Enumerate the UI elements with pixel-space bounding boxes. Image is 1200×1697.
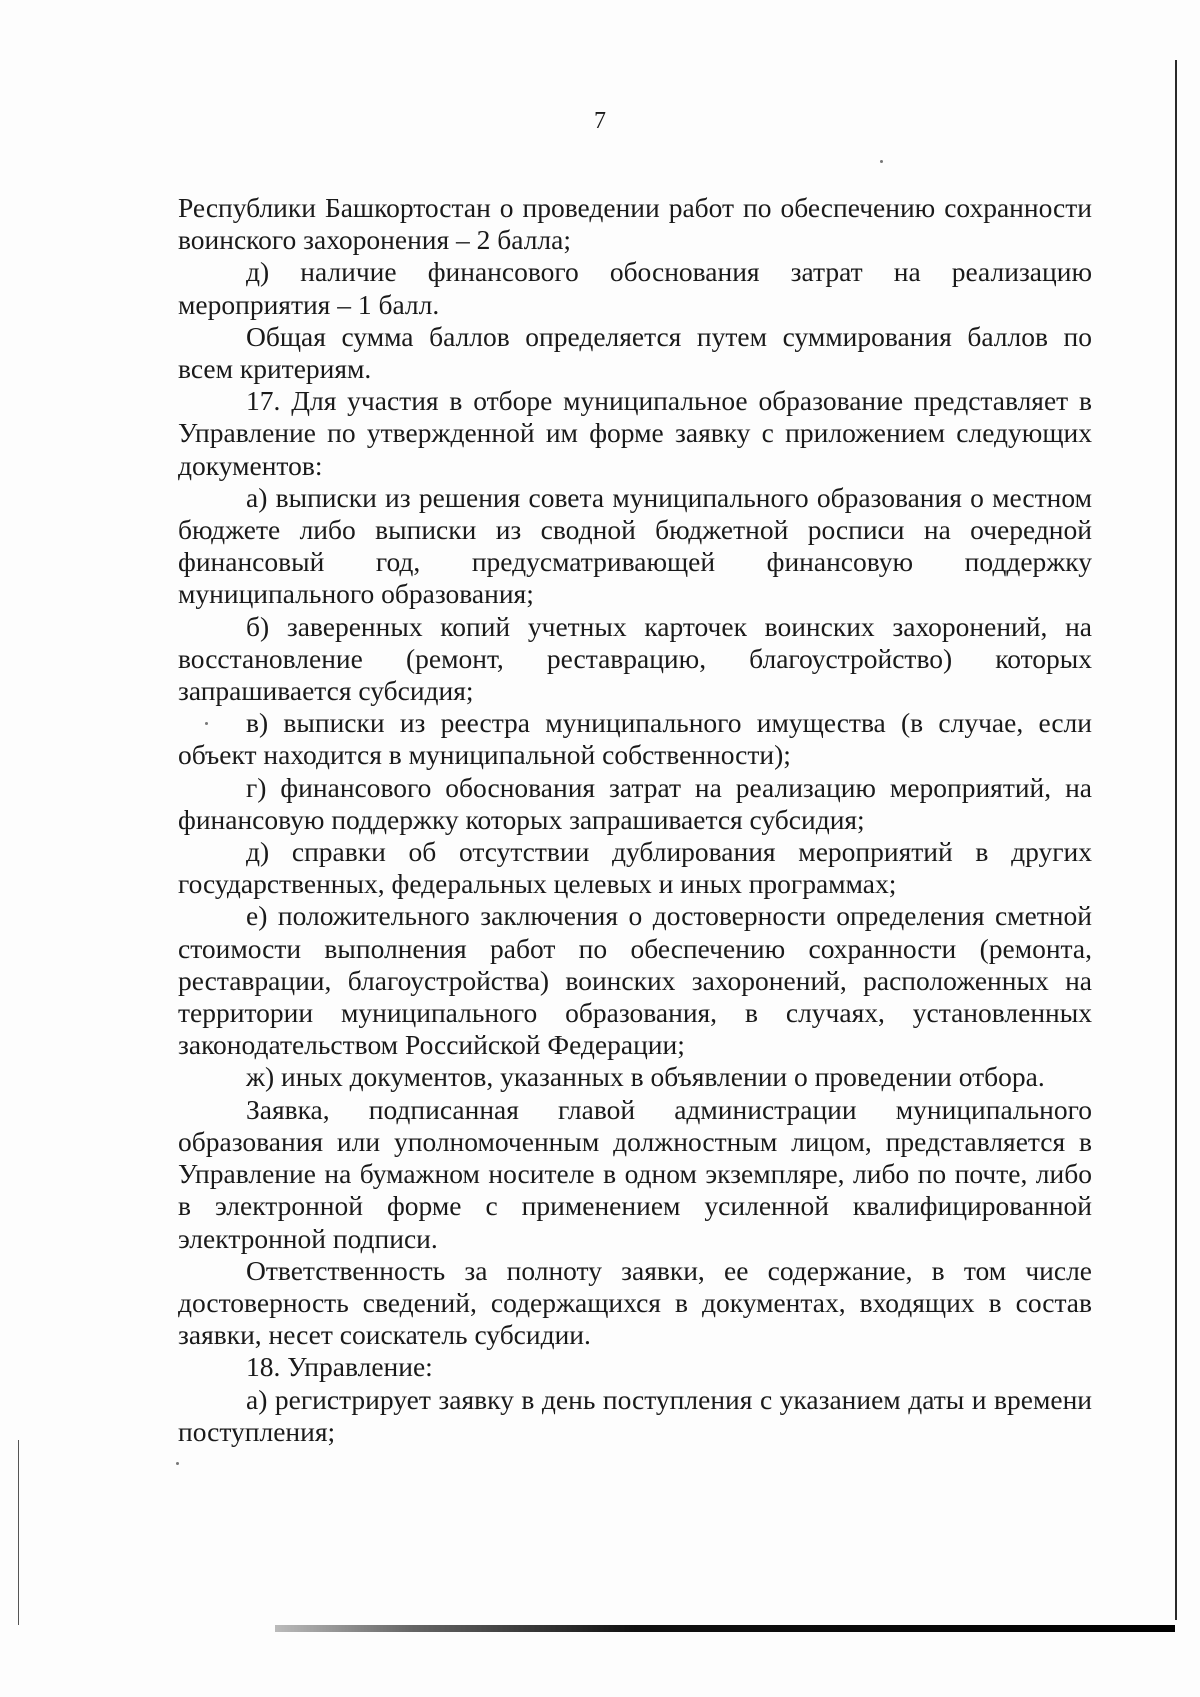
scan-speck — [176, 1462, 179, 1465]
paragraph: а) выписки из решения совета муниципального образования о местном бюджете либо выписки из сводной бюджетной росписи на очередной финансовый год, предусматривающей финансовую поддержку муниципального образования; — [178, 481, 1092, 610]
scan-speck — [880, 160, 883, 163]
page-number: 7 — [594, 108, 606, 134]
paragraph: ж) иных документов, указанных в объявлении о проведении отбора. — [246, 1061, 1045, 1093]
scan-edge-right — [1175, 60, 1177, 1620]
paragraph: е) положительного заключения о достоверности определения сметной стоимости выполнения работ по обеспечению сохранности (ремонта, реставрации, благоустройства) воинских захоронений, расположенных на территории муниципального образования, в случаях, установленных законодательством Российской Федерации; — [178, 900, 1092, 1061]
paragraph: Республики Башкортостан о проведении работ по обеспечению сохранности воинского захоронения – 2 балла; — [178, 192, 1092, 256]
paragraph: д) наличие финансового обоснования затрат на реализацию мероприятия – 1 балл. — [178, 256, 1092, 320]
paragraph: 17. Для участия в отборе муниципальное образование представляет в Управление по утвержденной им форме заявку с приложением следующих документов: — [178, 385, 1092, 481]
paragraph: а) регистрирует заявку в день поступления с указанием даты и времени поступления; — [178, 1383, 1092, 1447]
paragraph: Ответственность за полноту заявки, ее содержание, в том числе достоверность сведений, содержащихся в документах, входящих в состав заявки, несет соискатель субсидии. — [178, 1254, 1092, 1351]
body-text — [178, 192, 1092, 1448]
paragraph: б) заверенных копий учетных карточек воинских захоронений, на восстановление (ремонт, реставрацию, благоустройство) которых запрашивается субсидия; — [178, 610, 1092, 707]
paragraph: 18. Управление: — [246, 1351, 433, 1383]
paragraph: в) выписки из реестра муниципального имущества (в случае, если объект находится в муниципальной собственности); — [178, 707, 1092, 771]
paragraph: г) финансового обоснования затрат на реализацию мероприятий, на финансовую поддержку которых запрашивается субсидия; — [178, 771, 1092, 835]
scan-edge-left — [18, 1440, 19, 1625]
scan-edge-bottom — [275, 1625, 1175, 1632]
paragraph: Заявка, подписанная главой администрации муниципального образования или уполномоченным должностным лицом, представляется в Управление на бумажном носителе в одном экземпляре, либо по почте, либо в электронной форме с применением усиленной квалифицированной электронной подписи. — [178, 1093, 1092, 1254]
paragraph: Общая сумма баллов определяется путем суммирования баллов по всем критериям. — [178, 320, 1092, 385]
paragraph: д) справки об отсутствии дублирования мероприятий в других государственных, федеральных целевых и иных программах; — [178, 836, 1092, 900]
